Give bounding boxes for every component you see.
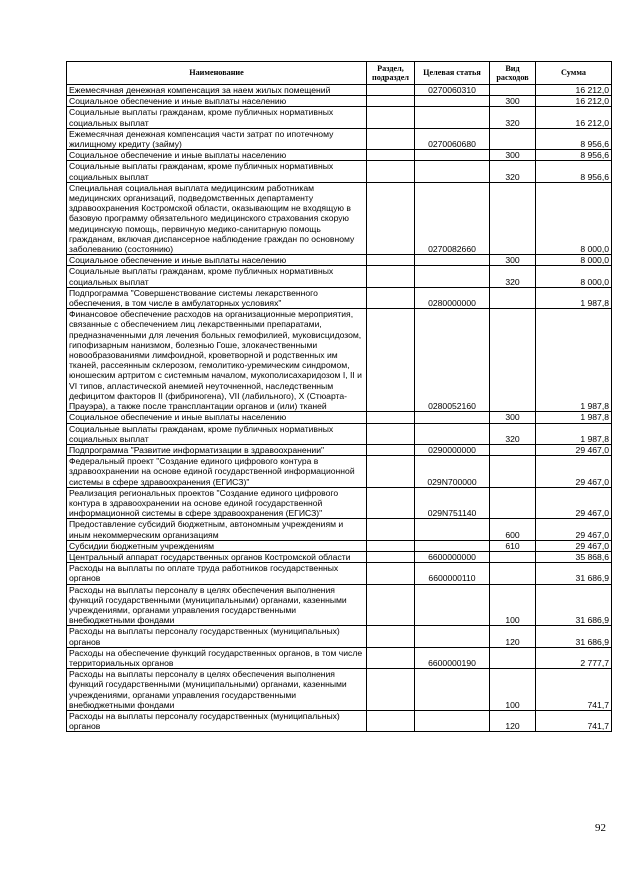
cell-sum: 29 467,0 — [536, 444, 612, 455]
cell-sum: 8 000,0 — [536, 266, 612, 287]
cell-name: Социальные выплаты гражданам, кроме публичных нормативных социальных выплат — [67, 266, 367, 287]
cell-section — [367, 255, 415, 266]
cell-section — [367, 519, 415, 540]
cell-name: Субсидии бюджетным учреждениям — [67, 540, 367, 551]
cell-type: 320 — [490, 266, 536, 287]
cell-target — [415, 255, 490, 266]
table-row — [67, 669, 612, 711]
cell-target — [415, 150, 490, 161]
cell-name: Реализация региональных проектов "Создание единого цифрового контура в здравоохранении на основе единой государственной информационной системы в сфере здравоохранения (ЕГИСЗ)" — [67, 487, 367, 519]
cell-type: 320 — [490, 107, 536, 128]
cell-target: 6600000000 — [415, 551, 490, 562]
table-row — [67, 150, 612, 161]
cell-type — [490, 128, 536, 149]
cell-sum: 16 212,0 — [536, 107, 612, 128]
cell-target: 0270082660 — [415, 182, 490, 254]
cell-section — [367, 487, 415, 519]
cell-target: 029N751140 — [415, 487, 490, 519]
cell-type — [490, 551, 536, 562]
cell-target — [415, 519, 490, 540]
cell-name: Финансовое обеспечение расходов на организационные мероприятия, связанные с обеспечением лиц лекарственными препаратами, предназначенными для лечения больных гемофилией, муковисцидозом, гипофизарным нанизмом, болезнью Гоше, злокачественными новообразованиями лимфоидной, кроветворной и родственных им тканей, рассеянным склерозом, гемолитико-уремическим синдромом, юношеским артритом с системным началом, мукополисахаридозом I, II и VI типов, апластической анемией неуточненной, наследственным дефицитом факторов II (фибриногена), VII (лабильного), X (Стюарта-Прауэра), а также после трансплантации органов и (или) тканей — [67, 309, 367, 412]
cell-target — [415, 161, 490, 182]
cell-name: Социальное обеспечение и иные выплаты населению — [67, 255, 367, 266]
cell-target: 0270060310 — [415, 85, 490, 96]
cell-sum: 16 212,0 — [536, 96, 612, 107]
cell-target: 0280052160 — [415, 309, 490, 412]
table-row — [67, 266, 612, 287]
cell-type: 320 — [490, 161, 536, 182]
table-row — [67, 519, 612, 540]
cell-section — [367, 540, 415, 551]
cell-name: Расходы на выплаты персоналу государственных (муниципальных) органов — [67, 626, 367, 647]
cell-type: 300 — [490, 150, 536, 161]
cell-sum: 31 686,9 — [536, 584, 612, 626]
cell-name: Расходы на выплаты по оплате труда работников государственных органов — [67, 563, 367, 584]
cell-sum: 1 987,8 — [536, 412, 612, 423]
cell-target — [415, 266, 490, 287]
cell-type: 300 — [490, 412, 536, 423]
table-row — [67, 161, 612, 182]
cell-name: Расходы на выплаты персоналу в целях обеспечения выполнения функций государственными (муниципальными) органами, казенными учреждениями, органами управления государственными внебюджетными фондами — [67, 584, 367, 626]
cell-sum: 29 467,0 — [536, 456, 612, 488]
table-row — [67, 287, 612, 308]
cell-sum: 16 212,0 — [536, 85, 612, 96]
table-row — [67, 107, 612, 128]
cell-sum: 741,7 — [536, 669, 612, 711]
cell-target — [415, 540, 490, 551]
cell-type — [490, 456, 536, 488]
table-row — [67, 96, 612, 107]
table-row — [67, 128, 612, 149]
cell-sum: 8 956,6 — [536, 161, 612, 182]
cell-section — [367, 309, 415, 412]
cell-type — [490, 309, 536, 412]
cell-target: 0280000000 — [415, 287, 490, 308]
cell-target: 0270060680 — [415, 128, 490, 149]
cell-sum: 8 000,0 — [536, 255, 612, 266]
cell-type: 100 — [490, 584, 536, 626]
cell-section — [367, 563, 415, 584]
table-row — [67, 444, 612, 455]
table-row — [67, 584, 612, 626]
cell-type: 320 — [490, 423, 536, 444]
cell-name: Расходы на выплаты персоналу в целях обеспечения выполнения функций государственными (муниципальными) органами, казенными учреждениями, органами управления государственными внебюджетными фондами — [67, 669, 367, 711]
cell-type: 610 — [490, 540, 536, 551]
cell-name: Подпрограмма "Совершенствование системы лекарственного обеспечения, в том числе в амбулаторных условиях" — [67, 287, 367, 308]
cell-section — [367, 669, 415, 711]
cell-section — [367, 423, 415, 444]
table-row — [67, 540, 612, 551]
cell-sum: 1 987,8 — [536, 287, 612, 308]
cell-section — [367, 584, 415, 626]
cell-sum: 31 686,9 — [536, 563, 612, 584]
cell-sum: 31 686,9 — [536, 626, 612, 647]
cell-target: 6600000190 — [415, 647, 490, 668]
cell-type — [490, 563, 536, 584]
cell-target — [415, 412, 490, 423]
cell-type: 300 — [490, 96, 536, 107]
cell-sum: 1 987,8 — [536, 423, 612, 444]
cell-section — [367, 161, 415, 182]
table-body — [67, 85, 612, 732]
cell-target — [415, 96, 490, 107]
cell-type — [490, 647, 536, 668]
cell-name: Предоставление субсидий бюджетным, автономным учреждениям и иным некоммерческим организациям — [67, 519, 367, 540]
cell-sum: 29 467,0 — [536, 487, 612, 519]
cell-section — [367, 287, 415, 308]
cell-type — [490, 182, 536, 254]
cell-type — [490, 444, 536, 455]
cell-sum: 1 987,8 — [536, 309, 612, 412]
cell-section — [367, 456, 415, 488]
cell-target: 6600000110 — [415, 563, 490, 584]
cell-section — [367, 710, 415, 731]
cell-sum: 8 956,6 — [536, 150, 612, 161]
header-target: Целевая статья — [415, 62, 490, 85]
cell-type: 300 — [490, 255, 536, 266]
cell-name: Расходы на выплаты персоналу государственных (муниципальных) органов — [67, 710, 367, 731]
cell-section — [367, 444, 415, 455]
table-row — [67, 85, 612, 96]
table-row — [67, 412, 612, 423]
budget-table — [66, 61, 612, 732]
table-row — [67, 456, 612, 488]
cell-type: 600 — [490, 519, 536, 540]
cell-name: Социальное обеспечение и иные выплаты населению — [67, 150, 367, 161]
header-sum: Сумма — [536, 62, 612, 85]
table-header-row — [67, 62, 612, 85]
cell-type — [490, 287, 536, 308]
cell-sum: 2 777,7 — [536, 647, 612, 668]
header-type: Вид расходов — [490, 62, 536, 85]
cell-target — [415, 626, 490, 647]
cell-name: Социальное обеспечение и иные выплаты населению — [67, 96, 367, 107]
cell-target — [415, 710, 490, 731]
cell-sum: 741,7 — [536, 710, 612, 731]
cell-section — [367, 266, 415, 287]
cell-target — [415, 423, 490, 444]
cell-section — [367, 551, 415, 562]
cell-type: 120 — [490, 710, 536, 731]
cell-sum: 8 956,6 — [536, 128, 612, 149]
cell-target — [415, 107, 490, 128]
cell-sum: 35 868,6 — [536, 551, 612, 562]
cell-section — [367, 647, 415, 668]
cell-type — [490, 487, 536, 519]
header-name: Наименование — [67, 62, 367, 85]
cell-name: Социальные выплаты гражданам, кроме публичных нормативных социальных выплат — [67, 107, 367, 128]
cell-name: Расходы на обеспечение функций государственных органов, в том числе территориальных органов — [67, 647, 367, 668]
cell-name: Социальные выплаты гражданам, кроме публичных нормативных социальных выплат — [67, 161, 367, 182]
cell-name: Специальная социальная выплата медицинским работникам медицинских организаций, подведомственных департаменту здравоохранения Костромской области, оказывающим не входящую в базовую программу обязательного медицинского страхования скорую медицинскую помощь, первичную медико-санитарную помощь гражданам, включая диспансерное наблюдение граждан по основному заболеванию (состоянию) — [67, 182, 367, 254]
table-row — [67, 182, 612, 254]
cell-section — [367, 85, 415, 96]
cell-type: 120 — [490, 626, 536, 647]
cell-target — [415, 669, 490, 711]
cell-target — [415, 584, 490, 626]
table-row — [67, 255, 612, 266]
cell-name: Центральный аппарат государственных органов Костромской области — [67, 551, 367, 562]
table-row — [67, 647, 612, 668]
cell-section — [367, 128, 415, 149]
cell-section — [367, 182, 415, 254]
cell-name: Федеральный проект "Создание единого цифрового контура в здравоохранении на основе единой государственной информационной системы в сфере здравоохранения (ЕГИСЗ)" — [67, 456, 367, 488]
cell-name: Социальное обеспечение и иные выплаты населению — [67, 412, 367, 423]
cell-name: Ежемесячная денежная компенсация части затрат по ипотечному жилищному кредиту (займу) — [67, 128, 367, 149]
cell-name: Подпрограмма "Развитие информатизации в здравоохранении" — [67, 444, 367, 455]
cell-name: Социальные выплаты гражданам, кроме публичных нормативных социальных выплат — [67, 423, 367, 444]
cell-sum: 29 467,0 — [536, 540, 612, 551]
table-row — [67, 487, 612, 519]
table-row — [67, 309, 612, 412]
cell-section — [367, 412, 415, 423]
cell-section — [367, 107, 415, 128]
page-number: 92 — [595, 822, 606, 834]
table-row — [67, 626, 612, 647]
cell-section — [367, 150, 415, 161]
cell-name: Ежемесячная денежная компенсация за наем жилых помещений — [67, 85, 367, 96]
cell-target: 0290000000 — [415, 444, 490, 455]
cell-target: 029N700000 — [415, 456, 490, 488]
table-row — [67, 551, 612, 562]
table-row — [67, 423, 612, 444]
cell-sum: 29 467,0 — [536, 519, 612, 540]
table-row — [67, 563, 612, 584]
cell-section — [367, 626, 415, 647]
header-section: Раздел, подраздел — [367, 62, 415, 85]
cell-sum: 8 000,0 — [536, 182, 612, 254]
cell-type: 100 — [490, 669, 536, 711]
cell-type — [490, 85, 536, 96]
table-row — [67, 710, 612, 731]
cell-section — [367, 96, 415, 107]
